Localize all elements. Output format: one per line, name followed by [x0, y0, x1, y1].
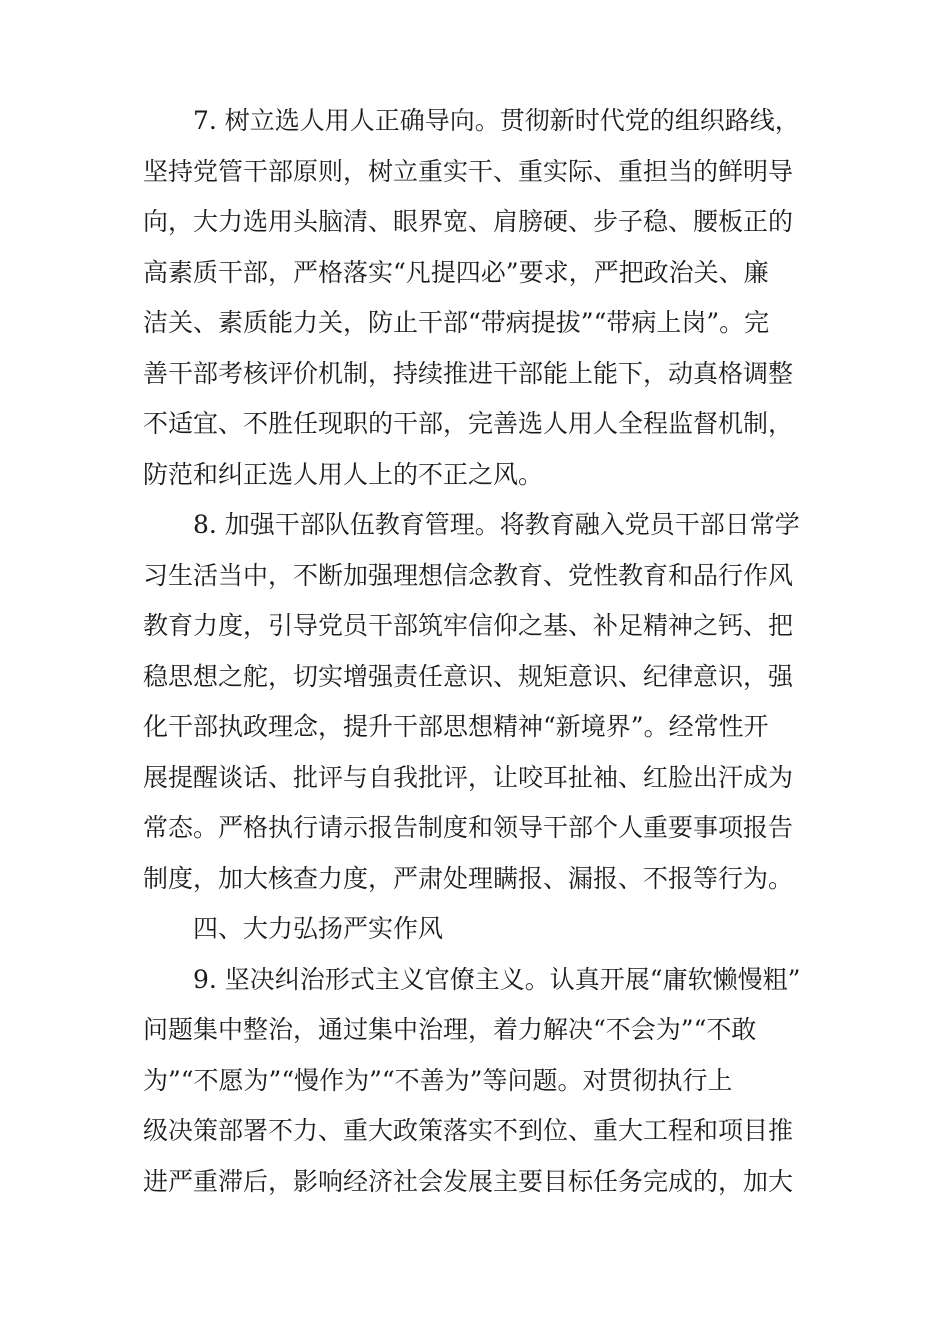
text-line: 四、大力弘扬严实作风	[193, 914, 444, 943]
text-line: 9. 坚决纠治形式主义官僚主义。认真开展“庸软懒慢粗”	[193, 964, 801, 994]
text-line: 7. 树立选人用人正确导向。贯彻新时代党的组织路线，	[193, 106, 800, 135]
text-line: 进严重滞后，影响经济社会发展主要目标任务完成的，加大	[143, 1166, 794, 1196]
text-line: 防范和纠正选人用人上的不正之风。	[143, 459, 544, 489]
text-line: 化干部执政理念，提升干部思想精神“新境界”。经常性开	[143, 712, 769, 741]
text-line: 为”“不愿为”“慢作为”“不善为”等问题。对贯彻执行上	[143, 1065, 733, 1095]
text-line: 问题集中整治，通过集中治理，着力解决“不会为”“不敢	[143, 1015, 757, 1044]
text-line: 高素质干部，严格落实“凡提四必”要求，严把政治关、廉	[143, 257, 769, 287]
document-body	[143, 96, 808, 1207]
text-line: 坚持党管干部原则，树立重实干、重实际、重担当的鲜明导	[143, 156, 794, 186]
text-line: 向，大力选用头脑清、眼界宽、肩膀硬、步子稳、腰板正的	[143, 207, 794, 236]
text-line: 善干部考核评价机制，持续推进干部能上能下，动真格调整	[143, 358, 794, 388]
text-line: 制度，加大核查力度，严肃处理瞒报、漏报、不报等行为。	[143, 863, 794, 893]
text-line: 常态。严格执行请示报告制度和领导干部个人重要事项报告	[143, 813, 794, 842]
text-line: 级决策部署不力、重大政策落实不到位、重大工程和项目推	[143, 1116, 794, 1145]
text-line: 展提醒谈话、批评与自我批评，让咬耳扯袖、红脸出汗成为	[143, 762, 794, 792]
text-line: 习生活当中，不断加强理想信念教育、党性教育和品行作风	[143, 560, 794, 590]
text-line: 稳思想之舵，切实增强责任意识、规矩意识、纪律意识，强	[143, 661, 794, 691]
text-line: 不适宜、不胜任现职的干部，完善选人用人全程监督机制，	[143, 409, 794, 438]
text-line: 8. 加强干部队伍教育管理。将教育融入党员干部日常学	[193, 510, 800, 539]
text-line: 教育力度，引导党员干部筑牢信仰之基、补足精神之钙、把	[143, 611, 794, 640]
text-line: 洁关、素质能力关，防止干部“带病提拔”“带病上岗”。完	[143, 308, 770, 337]
